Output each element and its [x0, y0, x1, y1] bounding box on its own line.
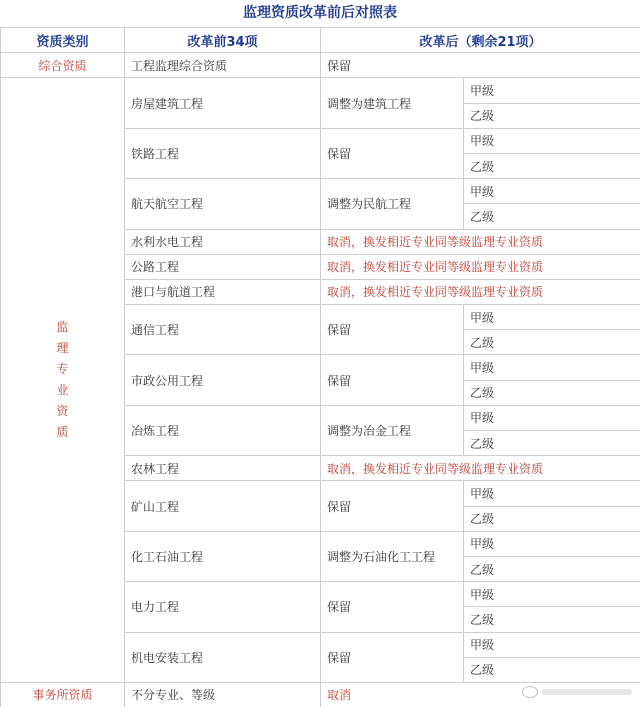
grade-cell: 乙级	[464, 657, 640, 682]
category-char: 业	[56, 383, 69, 398]
after-cell: 调整为民航工程	[321, 179, 464, 229]
before-cell: 市政公用工程	[125, 355, 321, 405]
table-title: 监理资质改革前后对照表	[243, 5, 397, 21]
grade-cell: 甲级	[464, 531, 640, 556]
grade-cell: 甲级	[464, 128, 640, 153]
category-char: 专	[56, 362, 69, 377]
after-cell: 取消，换发相近专业同等级监理专业资质	[321, 279, 640, 304]
grade-cell: 乙级	[464, 431, 640, 456]
grade-cell: 甲级	[464, 632, 640, 657]
grade-cell: 乙级	[464, 330, 640, 355]
grade-cell: 乙级	[464, 380, 640, 405]
before-cell: 航天航空工程	[125, 179, 321, 229]
before-cell: 工程监理综合资质	[125, 53, 321, 78]
before-cell: 化工石油工程	[125, 531, 321, 581]
before-cell: 农林工程	[125, 456, 321, 481]
header-before: 改革前34项	[125, 28, 321, 53]
before-cell: 通信工程	[125, 305, 321, 355]
before-cell: 不分专业、等级	[125, 682, 321, 707]
category-comprehensive: 综合资质	[1, 53, 125, 78]
specialty-row	[1, 78, 640, 103]
after-cell: 取消，换发相近专业同等级监理专业资质	[321, 254, 640, 279]
category-firm: 事务所资质	[1, 682, 125, 707]
grade-cell: 甲级	[464, 405, 640, 430]
before-cell: 水利水电工程	[125, 229, 321, 254]
grade-cell: 甲级	[464, 78, 640, 103]
comparison-table	[0, 27, 640, 707]
category-specialty	[1, 78, 125, 683]
before-cell: 房屋建筑工程	[125, 78, 321, 128]
grade-cell: 甲级	[464, 355, 640, 380]
before-cell: 机电安装工程	[125, 632, 321, 682]
header-category: 资质类别	[1, 28, 125, 53]
grade-cell: 乙级	[464, 204, 640, 229]
after-cell: 保留	[321, 481, 464, 531]
grade-cell: 乙级	[464, 607, 640, 632]
before-cell: 电力工程	[125, 582, 321, 632]
grade-cell: 乙级	[464, 506, 640, 531]
after-cell: 取消，换发相近专业同等级监理专业资质	[321, 229, 640, 254]
category-char: 质	[56, 425, 69, 440]
category-char: 资	[56, 404, 69, 419]
after-cell: 保留	[321, 53, 640, 78]
before-cell: 铁路工程	[125, 128, 321, 178]
after-cell: 保留	[321, 355, 464, 405]
after-cell: 调整为冶金工程	[321, 405, 464, 455]
watermark-logo	[522, 683, 632, 701]
grade-cell: 乙级	[464, 153, 640, 178]
grade-cell: 甲级	[464, 481, 640, 506]
grade-cell: 乙级	[464, 103, 640, 128]
grade-cell: 甲级	[464, 179, 640, 204]
after-cell: 保留	[321, 128, 464, 178]
before-cell: 矿山工程	[125, 481, 321, 531]
after-cell: 保留	[321, 632, 464, 682]
category-char: 监	[56, 320, 69, 335]
category-char: 理	[56, 341, 69, 356]
header-row	[1, 28, 640, 53]
after-cell: 取消，换发相近专业同等级监理专业资质	[321, 456, 640, 481]
after-cell: 取消	[321, 682, 640, 707]
after-cell: 调整为石油化工工程	[321, 531, 464, 581]
comprehensive-row	[1, 53, 640, 78]
grade-cell: 乙级	[464, 556, 640, 581]
after-cell: 保留	[321, 305, 464, 355]
after-cell: 调整为建筑工程	[321, 78, 464, 128]
before-cell: 港口与航道工程	[125, 279, 321, 304]
table-body	[1, 53, 640, 707]
header-after: 改革后（剩余21项）	[321, 28, 640, 53]
grade-cell: 甲级	[464, 582, 640, 607]
before-cell: 冶炼工程	[125, 405, 321, 455]
grade-cell: 甲级	[464, 305, 640, 330]
wechat-icon	[522, 686, 538, 698]
after-cell: 保留	[321, 582, 464, 632]
watermark-bar	[542, 689, 632, 695]
before-cell: 公路工程	[125, 254, 321, 279]
